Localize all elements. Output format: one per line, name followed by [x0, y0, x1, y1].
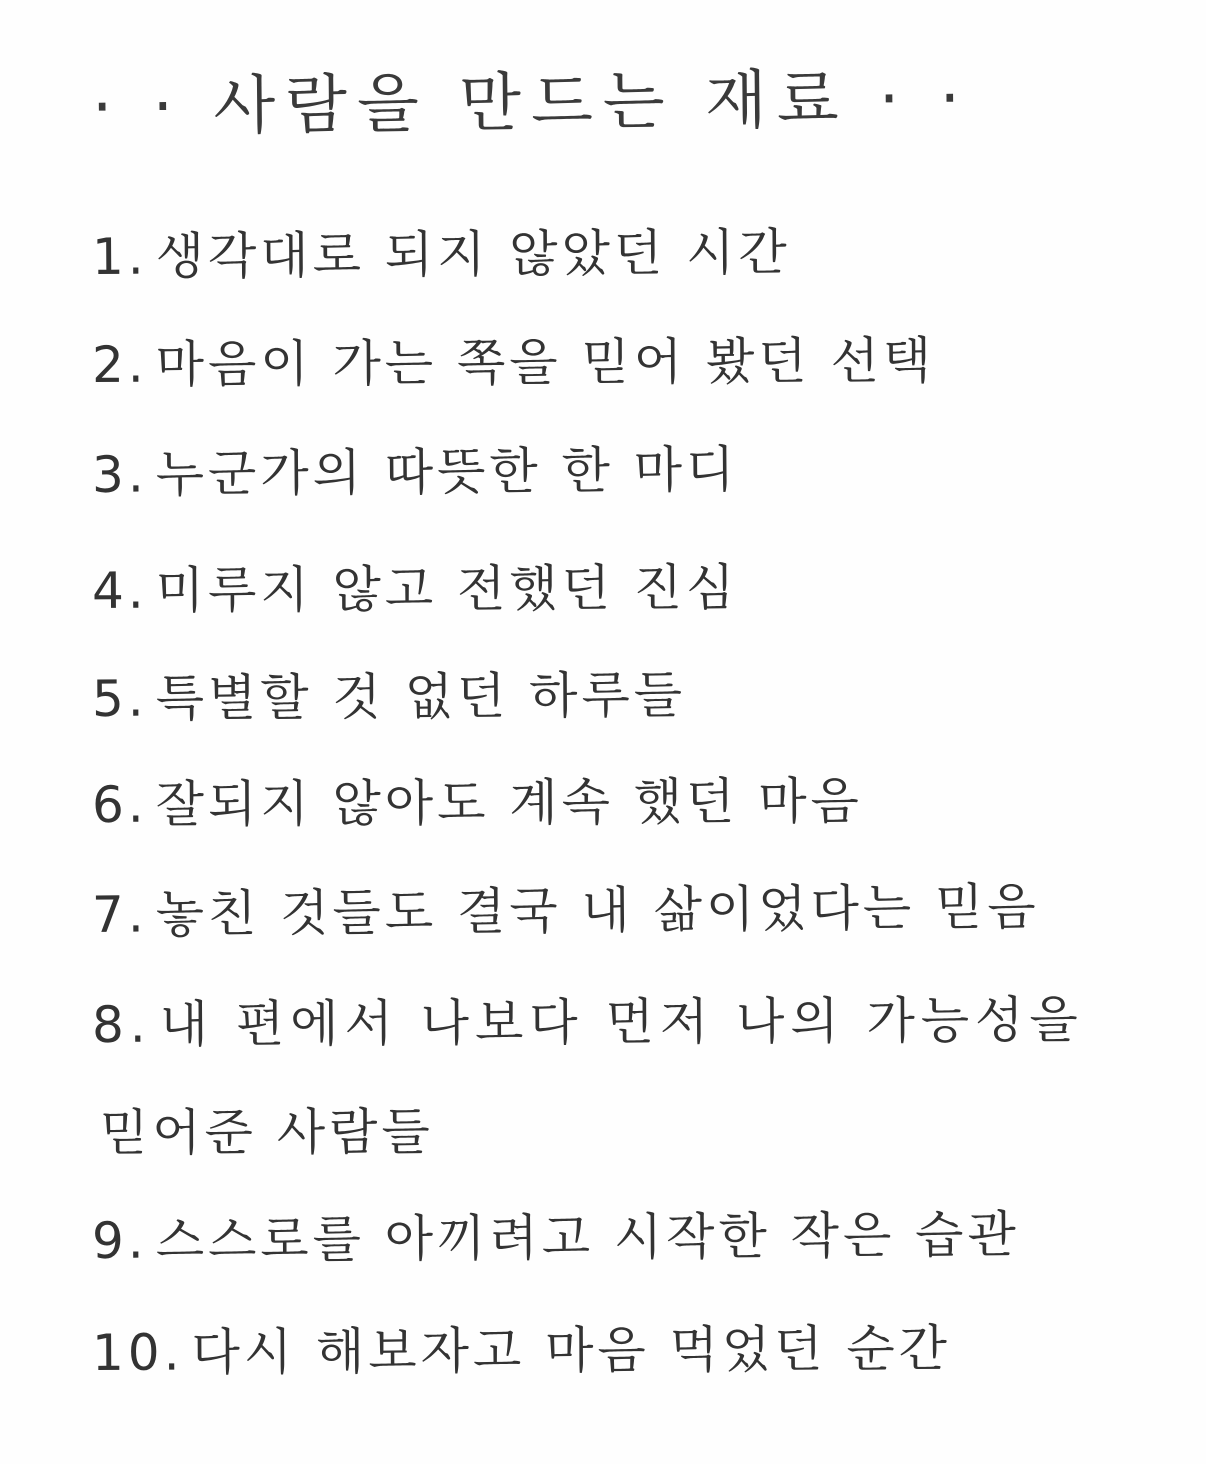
list-item-number: 9. [91, 1211, 148, 1270]
list-item-text: 누군가의 따뜻한 한 마디 [155, 440, 739, 504]
list-item [92, 434, 739, 510]
list-item-text: 마음이 가는 쪽을 믿어 봤던 선택 [155, 331, 936, 394]
list-item-text: 특별할 것 없던 하루들 [155, 665, 687, 728]
list-item-number: 5. [91, 669, 148, 728]
list-item [92, 766, 863, 840]
list-item [92, 217, 791, 292]
list-item-text: 내 편에서 나보다 먼저 나의 가능성을 [159, 990, 1084, 1054]
list-item-number: 2. [91, 335, 148, 394]
list-item [92, 326, 935, 400]
list-item [92, 553, 739, 626]
note-title: · · 사람을 만드는 재료 · · [91, 61, 971, 145]
list-item-number: 4. [91, 561, 148, 620]
list-item-number: 3. [91, 445, 148, 504]
list-item-number: 7. [91, 885, 148, 944]
list-item [92, 1314, 951, 1388]
list-item-continuation: 믿어준 사람들 [99, 1102, 434, 1162]
list-item-number: 6. [91, 775, 148, 834]
list-item-text: 놓친 것들도 결국 내 삶이었다는 믿음 [155, 877, 1040, 944]
list-item-number: 8. [91, 995, 152, 1054]
list-item-number: 1. [91, 227, 148, 286]
list-item-text: 다시 해보자고 마음 먹었던 순간 [191, 1319, 952, 1382]
list-item-text: 미루지 않고 전했던 진심 [155, 558, 739, 620]
list-item-text: 스스로를 아끼려고 시작한 작은 습관 [155, 1205, 1020, 1270]
list-item [92, 985, 1084, 1060]
list-item-number: 10. [91, 1323, 184, 1382]
list-item-text: 생각대로 되지 않았던 시간 [155, 223, 791, 286]
list-item [92, 660, 687, 734]
list-item [92, 1200, 1020, 1276]
list-item-text: 잘되지 않아도 계속 했던 마음 [155, 771, 864, 834]
list-item [92, 872, 1040, 950]
